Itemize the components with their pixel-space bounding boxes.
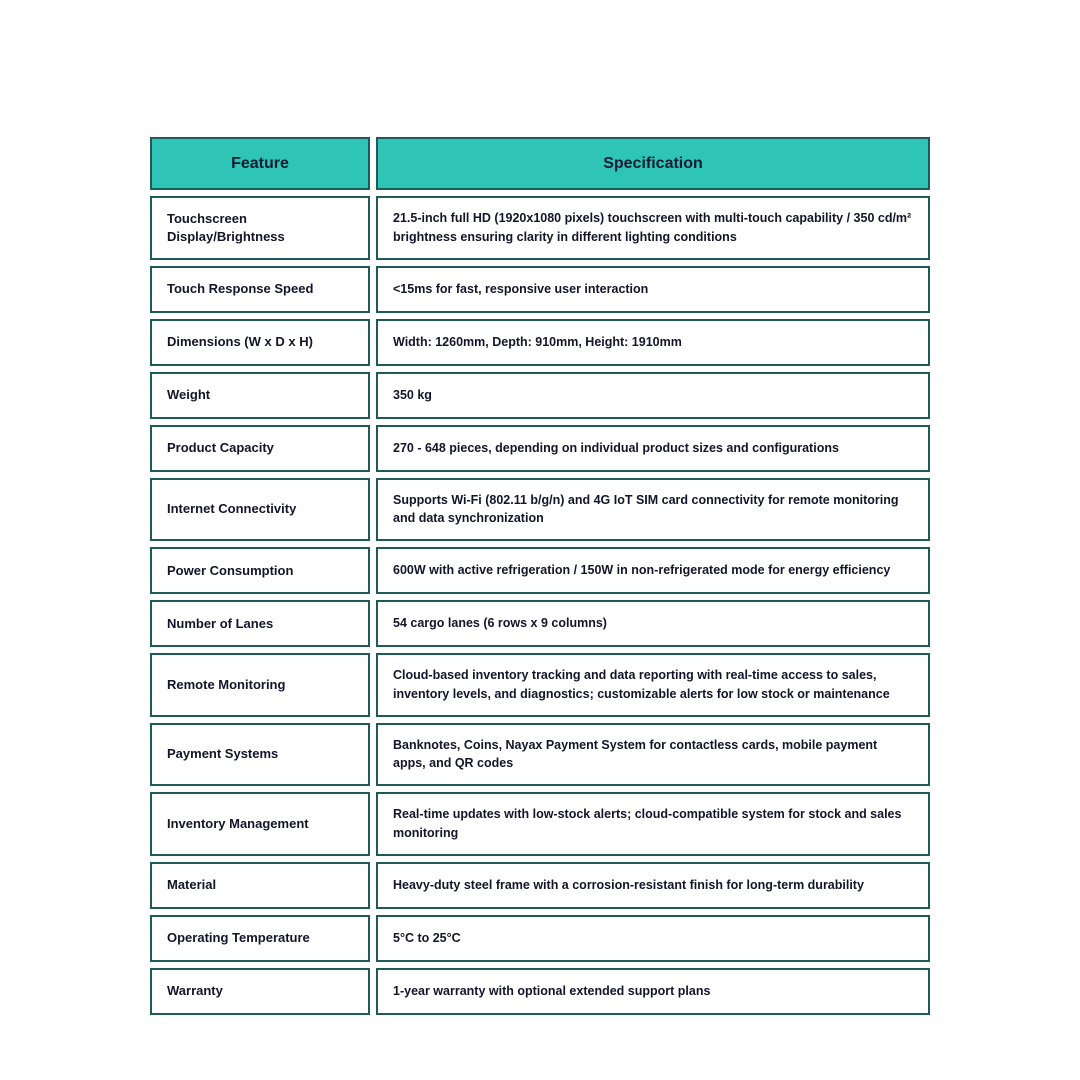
specification-cell [376,653,930,717]
specification-value: Supports Wi-Fi (802.11 b/g/n) and 4G IoT SIM card connectivity for remote monitoring and data synchronization [393,492,899,526]
table-row [150,792,930,856]
table-row [150,915,930,962]
specification-value: Cloud-based inventory tracking and data reporting with real-time access to sales, inventory levels, and diagnostics; customizable alerts for low stock or maintenance [393,668,890,701]
specification-value: 1-year warranty with optional extended support plans [393,983,711,998]
specification-cell [376,547,930,594]
specification-value: <15ms for fast, responsive user interaction [393,281,649,296]
header-cell-feature [150,137,370,190]
specification-value: 350 kg [393,387,432,402]
specification-cell [376,196,930,260]
specification-cell [376,862,930,909]
table-row [150,372,930,419]
specification-table [150,137,930,1015]
table-row [150,319,930,366]
table-row [150,196,930,260]
feature-label: Remote Monitoring [167,676,286,692]
feature-label: Product Capacity [167,440,274,456]
feature-label: Inventory Management [167,815,309,831]
specification-value: Width: 1260mm, Depth: 910mm, Height: 1910mm [393,334,682,349]
feature-cell [150,915,370,962]
feature-label: Power Consumption [167,562,294,578]
specification-value: 54 cargo lanes (6 rows x 9 columns) [393,616,607,631]
feature-label: Number of Lanes [167,615,274,631]
specification-cell [376,968,930,1015]
feature-label: Material [167,877,217,893]
table-row [150,723,930,787]
specification-cell [376,915,930,962]
table-row [150,862,930,909]
feature-cell [150,425,370,472]
specification-cell [376,425,930,472]
feature-cell [150,653,370,717]
specification-cell [376,792,930,856]
feature-label: Internet Connectivity [167,501,297,517]
table-row [150,478,930,542]
feature-label: Payment Systems [167,746,279,762]
feature-cell [150,547,370,594]
specification-cell [376,723,930,787]
specification-value: 21.5-inch full HD (1920x1080 pixels) touchscreen with multi-touch capability / 350 cd/m² brightness ensuring clarity in different lighting conditions [393,211,912,244]
feature-label: Operating Temperature [167,930,310,946]
feature-label: Dimensions (W x D x H) [167,334,313,350]
feature-label: Weight [167,387,211,403]
feature-cell [150,862,370,909]
table-row [150,425,930,472]
specification-value: 5°C to 25°C [393,930,461,945]
feature-cell [150,968,370,1015]
specification-cell [376,600,930,647]
header-label-specification: Specification [603,154,703,172]
specification-value: Heavy-duty steel frame with a corrosion-resistant finish for long-term durability [393,877,864,892]
feature-cell [150,319,370,366]
specification-value: Real-time updates with low-stock alerts; cloud-compatible system for stock and sales monitoring [393,807,902,840]
specification-cell [376,478,930,542]
specification-cell [376,266,930,313]
feature-label: Warranty [167,983,223,999]
specification-cell [376,319,930,366]
feature-cell [150,792,370,856]
feature-cell [150,478,370,542]
feature-cell [150,723,370,787]
feature-cell [150,196,370,260]
table-row [150,600,930,647]
table-row [150,266,930,313]
feature-cell [150,600,370,647]
header-cell-specification [376,137,930,190]
specification-cell [376,372,930,419]
table-row [150,547,930,594]
specification-value: Banknotes, Coins, Nayax Payment System for contactless cards, mobile payment apps, and QR codes [393,737,878,771]
feature-label: Touch Response Speed [167,281,314,297]
feature-cell [150,266,370,313]
table-row [150,653,930,717]
feature-label: Touchscreen Display/Brightness [167,211,285,244]
table-header-row [150,137,930,190]
header-label-feature: Feature [231,154,289,172]
specification-value: 600W with active refrigeration / 150W in non-refrigerated mode for energy efficiency [393,563,891,578]
table-row [150,968,930,1015]
specification-value: 270 - 648 pieces, depending on individual product sizes and configurations [393,440,839,455]
feature-cell [150,372,370,419]
